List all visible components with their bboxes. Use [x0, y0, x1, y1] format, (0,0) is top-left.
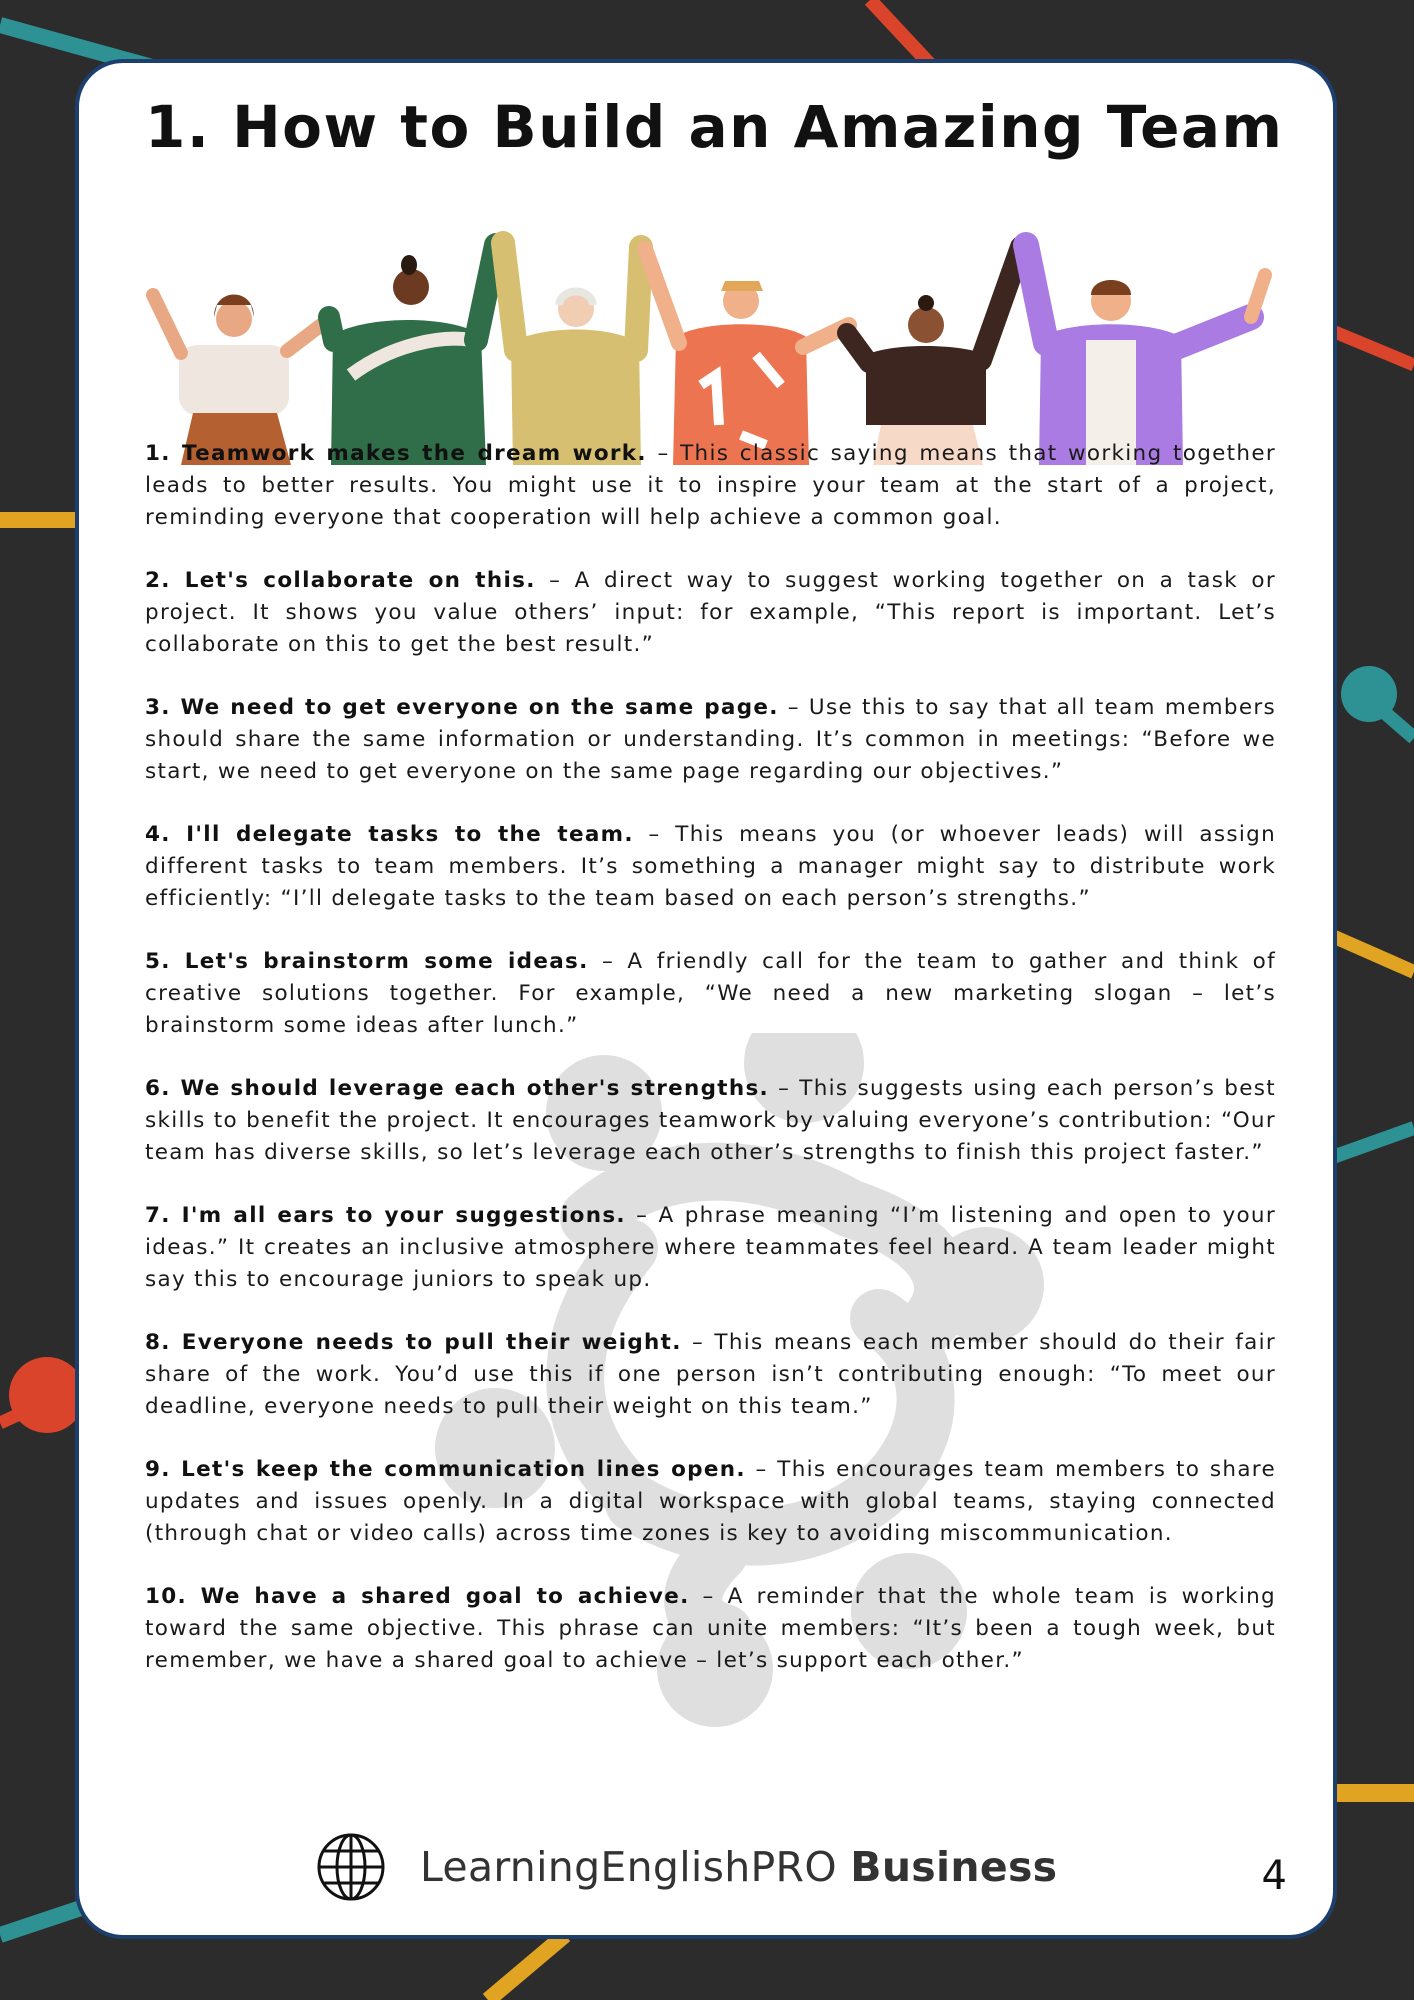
page-title: 1. How to Build an Amazing Team — [145, 93, 1284, 161]
item-heading: 5. Let's brainstorm some ideas. — [145, 949, 589, 974]
person-4 — [645, 249, 849, 465]
list-item — [145, 1327, 1276, 1423]
list-item — [145, 946, 1276, 1042]
list-item — [145, 1454, 1276, 1550]
item-text: – A friendly call for the team to gather and think of creative solutions together. For example, “We need a new marketing slogan – let’s brainstorm some ideas after lunch.” — [145, 949, 1277, 1038]
item-text: – This suggests using each person’s best skills to benefit the project. It encourages teamwork by valuing everyone’s contribution: “Our team has diverse skills, so let’s leverage each other’s strengths to finish this project faster.” — [145, 1076, 1276, 1165]
brand-bold: Business — [850, 1843, 1058, 1891]
item-heading: 9. Let's keep the communication lines open. — [145, 1457, 746, 1482]
item-heading: 4. I'll delegate tasks to the team. — [145, 822, 634, 847]
footer-brand — [316, 1831, 1057, 1903]
item-heading: 1. Teamwork makes the dream work. — [145, 441, 647, 466]
document-card — [75, 59, 1337, 1939]
person-5 — [847, 247, 1021, 465]
person-2 — [329, 245, 496, 465]
item-text: – A reminder that the whole team is working toward the same objective. This phrase can unite members: “It’s been a tough week, but remember, we have a shared goal to achieve – let’s support each other.” — [145, 1584, 1276, 1673]
globe-icon — [316, 1832, 386, 1902]
list-item — [145, 819, 1276, 915]
item-text: – This classic saying means that working together leads to better results. You might use it to inspire your team at the start of a project, reminding everyone that cooperation will help achieve a common goal. — [145, 441, 1276, 530]
item-heading: 6. We should leverage each other's strengths. — [145, 1076, 770, 1101]
phrase-list — [145, 438, 1276, 1708]
item-heading: 3. We need to get everyone on the same page. — [145, 695, 779, 720]
item-text: – Use this to say that all team members should share the same information or understanding. It’s common in meetings: “Before we start, we need to get everyone on the same page regarding our objectives.” — [145, 695, 1276, 784]
decor-dot-orange — [9, 1357, 85, 1433]
team-illustration — [141, 225, 1281, 465]
item-text: – A direct way to suggest working together on a task or project. It shows you value others’ input: for example, “This report is important. Let’s collaborate on this to get the best result.” — [145, 568, 1276, 657]
item-heading: 10. We have a shared goal to achieve. — [145, 1584, 690, 1609]
item-text: – This means each member should do their fair share of the work. You’d use this if one person isn’t contributing enough: “To meet our deadline, everyone needs to pull their weight on this team.” — [145, 1330, 1276, 1419]
item-heading: 7. I'm all ears to your suggestions. — [145, 1203, 626, 1228]
item-text: – This encourages team members to share updates and issues openly. In a digital workspace with global teams, staying connected (through chat or video calls) across time zones is key to avoiding miscommunication. — [145, 1457, 1276, 1546]
brand-regular: LearningEnglishPRO — [420, 1843, 837, 1891]
list-item — [145, 438, 1276, 534]
person-3 — [503, 243, 641, 465]
item-heading: 2. Let's collaborate on this. — [145, 568, 536, 593]
brand-name — [420, 1843, 1057, 1891]
item-text: – A phrase meaning “I’m listening and open to your ideas.” It creates an inclusive atmosphere where teammates feel heard. A team leader might say this to encourage juniors to speak up. — [145, 1203, 1276, 1292]
list-item — [145, 1581, 1276, 1677]
list-item — [145, 1073, 1276, 1169]
decor-dot-teal — [1341, 666, 1397, 722]
list-item — [145, 1200, 1276, 1296]
list-item — [145, 692, 1276, 788]
list-item — [145, 565, 1276, 661]
item-heading: 8. Everyone needs to pull their weight. — [145, 1330, 682, 1355]
person-6 — [1026, 245, 1265, 465]
item-text: – This means you (or whoever leads) will assign different tasks to team members. It’s something a manager might say to distribute work efficiently: “I’ll delegate tasks to the team based on each person’s strengths.” — [145, 822, 1276, 911]
page-number: 4 — [1261, 1853, 1287, 1899]
